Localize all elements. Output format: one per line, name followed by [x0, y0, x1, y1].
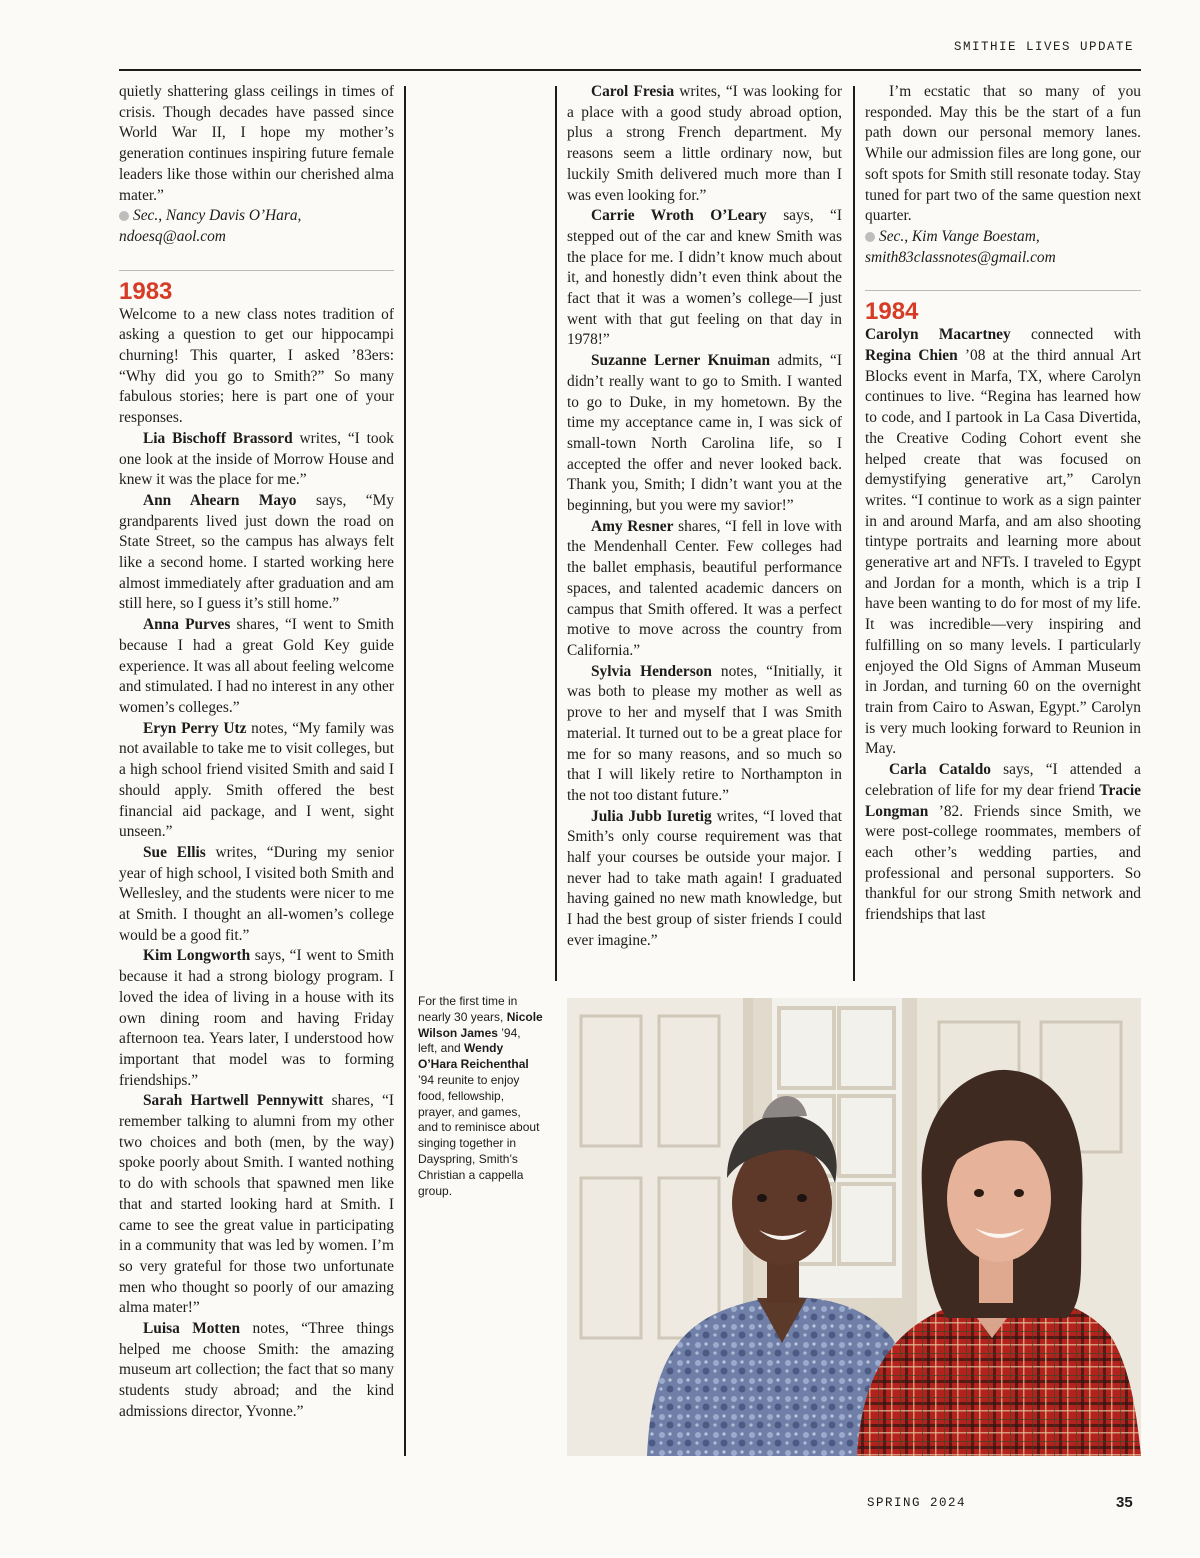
section-divider — [865, 290, 1141, 291]
closing-paragraph: I’m ecstatic that so many of you responded. May this be the start of a fun path down our personal memory lanes. While our admission files are long gone, our soft spots for Smith still resonate today. Stay tuned for part two of the same question next quarter. — [865, 83, 1141, 225]
class-note — [119, 491, 394, 615]
class-note — [567, 662, 842, 807]
column-rule-middle — [555, 86, 557, 981]
reunion-photo — [567, 998, 1141, 1456]
note-person-name: Kim Longworth — [143, 947, 251, 965]
class-secretary-1983b-signoff — [865, 227, 1141, 268]
class-note — [119, 615, 394, 719]
class-note — [119, 719, 394, 843]
note-text: says, “I went to Smith because it had a strong biology program. I loved the idea of living in a house with its own dining room and having Friday afternoon tea. Years later, I understood how important that model was to forming friendships.” — [119, 947, 394, 1089]
class-note — [865, 760, 1141, 926]
class-note — [567, 351, 842, 517]
class-note — [119, 429, 394, 491]
class-note — [865, 325, 1141, 760]
note-text: shares, “I remember talking to alumni from my other two choices and both (men, by the way) spoke poorly about Smith. I wanted nothing to do with schools that spawned men like that and started looking hard at Smith. I came to see the great value in participating in a community that was led by women. I’m so very grateful for those two unfortunate men who thought so poorly of our amazing alma mater!” — [119, 1092, 394, 1317]
note-person-name: Carol Fresia — [591, 83, 675, 100]
section-divider — [119, 270, 394, 271]
bullet-dot-icon — [865, 232, 875, 242]
bullet-dot-icon — [119, 211, 129, 221]
note-person-name: Sylvia Henderson — [591, 662, 712, 680]
column-4 — [865, 82, 1141, 926]
note-text: notes, “Three things helped me choose Smith: the amazing museum art collection; the fact that so many students study abroad; and the kind admissions director, Yvonne.” — [119, 1320, 394, 1420]
caption-person-name: Wendy O’Hara Reichenthal — [418, 1041, 529, 1072]
class-note — [567, 206, 842, 351]
note-text: shares, “I went to Smith because I had a great Gold Key guide experience. It was all about feeling welcome and stimulated. I had no interest in any other women’s colleges.” — [119, 616, 394, 716]
section-title: SMITHIE LIVES UPDATE — [953, 40, 1134, 54]
class-note — [119, 946, 394, 1091]
class-note — [567, 517, 842, 662]
note-person-name: Regina Chien — [865, 347, 958, 365]
issue-label: SPRING 2024 — [867, 1496, 967, 1510]
reunion-photo-illustration — [567, 998, 1141, 1456]
secretary-email: ndoesq@aol.com — [119, 227, 226, 245]
top-rule — [119, 69, 1141, 71]
note-person-name: Amy Resner — [591, 517, 674, 535]
note-person-name: Luisa Motten — [143, 1320, 241, 1338]
secretary-name: Sec., Kim Vange Boestam, — [879, 227, 1040, 245]
note-person-name: Eryn Perry Utz — [143, 719, 247, 737]
column-3 — [567, 82, 842, 952]
class-note — [119, 1091, 394, 1319]
column-rule-right — [853, 86, 855, 981]
class-year-heading: 1983 — [119, 277, 173, 305]
caption-text: ’94, left, and — [418, 1025, 521, 1056]
secretary-name: Sec., Nancy Davis O’Hara, — [133, 207, 302, 225]
note-person-name: Sue Ellis — [143, 843, 206, 861]
class-note — [119, 843, 394, 947]
continued-paragraph: quietly shattering glass ceilings in times of crisis. Though decades have passed since World War II, I hope my mother’s generation continues inspiring future female leaders like those within our cherished alma mater.” — [119, 83, 394, 204]
class-year-heading: 1984 — [865, 298, 919, 326]
note-text: connected with — [1010, 326, 1141, 344]
caption-text: ’94 reunite to enjoy food, fellowship, prayer, and games, and to reminisce about singing together in Dayspring, Smith’s Christian a cappella group. — [418, 1072, 540, 1198]
note-text: writes, “During my senior year of high school, I visited both Smith and Wellesley, and the students were nicer to me at Smith. I thought an all-women’s college would be a good fit.” — [119, 843, 394, 944]
note-person-name: Carolyn Macartney — [865, 326, 1011, 344]
column-1 — [119, 82, 394, 1423]
class-intro: Welcome to a new class notes tradition of asking a question to get our hippocampi churning! This quarter, I asked ’83ers: “Why did you go to Smith?” So many fabulous stories; here is part one of your responses. — [119, 305, 394, 427]
column-rule-left — [404, 86, 406, 1456]
note-text: notes, “My family was not available to take me to visit colleges, but a high school friend visited Smith and said I should apply. Smith offered the best financial aid package, and I went, sight unseen.” — [119, 719, 394, 841]
note-person-name: Lia Bischoff Brassord — [143, 429, 293, 447]
note-text: admits, “I didn’t really want to go to Smith. I wanted to go to Duke, in my hometown. By the time my acceptance came in, I was sick of small-town North Carolina life, so I accepted the offer and never looked back. Thank you, Smith; I didn’t want you at the beginning, but you were my savior!” — [567, 352, 842, 515]
note-text: writes, “I loved that Smith’s only course requirement was that half your courses be outside your major. I never had to take math again! I graduated having gained no new math knowledge, but I had the best group of sister friends I could ever imagine.” — [567, 807, 842, 949]
class-note — [567, 82, 842, 206]
secretary-email: smith83classnotes@gmail.com — [865, 248, 1056, 266]
class-note — [567, 807, 842, 952]
note-text: shares, “I fell in love with the Mendenhall Center. Few colleges had the ballet emphasis, beautiful performance spaces, and talented academic dancers on campus that Smith offered. It was a perfect motive to move across the country from California.” — [567, 517, 842, 659]
note-text: says, “I stepped out of the car and knew Smith was the place for me. I didn’t know much about it, and honestly didn’t even think about the fact that it was a women’s college—I just went with that gut feeling on that day in 1978!” — [567, 207, 842, 349]
note-text: ’82. Friends since Smith, we were post-college roommates, members of each other’s wedding parties, and professional and personal supporters. So thankful for our strong Smith network and friendships that last — [865, 802, 1141, 924]
class-secretary-1983-signoff — [119, 206, 394, 247]
class-note — [119, 1319, 394, 1423]
note-person-name: Anna Purves — [143, 616, 231, 634]
page-number: 35 — [1116, 1494, 1133, 1511]
note-text: notes, “Initially, it was both to please my mother as well as prove to her and myself that I was Smith material. It turned out to be a great place for me for so many reasons, and so much so that I will likely retire to Northampton in the not too distant future.” — [567, 662, 842, 804]
note-person-name: Carla Cataldo — [889, 761, 991, 779]
note-text: says, “I attended a celebration of life for my dear friend — [865, 761, 1141, 799]
note-text: writes, “I took one look at the inside of Morrow House and knew it was the place for me.” — [119, 429, 395, 489]
caption-person-name: Nicole Wilson James — [418, 1009, 543, 1040]
note-person-name: Tracie Longman — [865, 781, 1141, 820]
note-person-name: Suzanne Lerner Knuiman — [591, 352, 771, 370]
note-person-name: Julia Jubb Iuretig — [591, 807, 712, 825]
note-person-name: Carrie Wroth O’Leary — [591, 207, 767, 225]
note-person-name: Sarah Hartwell Pennywitt — [143, 1092, 324, 1110]
note-text: ’08 at the third annual Art Blocks event in Marfa, TX, where Carolyn continues to live. “Regina has learned how to code, and I partook in La Casa Divertida, the Creative Coding Cohort event she helped create that was focused on demystifying generative art,” Carolyn writes. “I continue to work as a sign painter in and around Marfa, and am also shooting tintype portraits and learning more about generative art and NFTs. I traveled to Egypt and Jordan for a month, which is a trip I have been wanting to do for most of my life. It was incredible—very inspiring and fulfilling on so many levels. I particularly enjoyed the Old Signs of Amman Museum in Jordan, and turning 60 on the overnight train from Cairo to Aswan, Egypt.” Carolyn is very much looking forward to Reunion in May. — [865, 347, 1141, 758]
caption-text: For the first time in nearly 30 years, — [418, 994, 518, 1024]
note-text: says, “My grandparents lived just down the road on State Street, so the campus has always felt like a second home. I started working here almost immediately after graduation and am still here, so I guess it’s still home.” — [119, 491, 394, 613]
note-person-name: Ann Ahearn Mayo — [143, 491, 297, 509]
photo-caption — [418, 994, 543, 1199]
note-text: writes, “I was looking for a place with a good study abroad option, plus a strong French department. My reasons seem a little ordinary now, but luckily Smith delivered much more than I was even looking for.” — [567, 83, 842, 204]
